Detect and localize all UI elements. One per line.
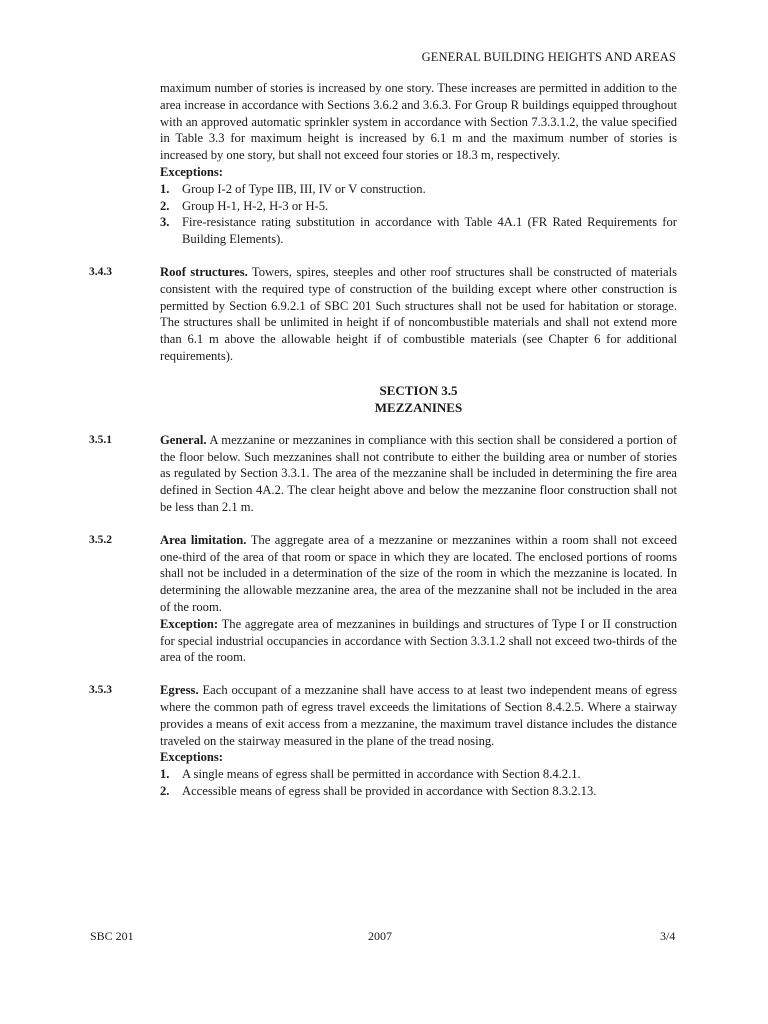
section-title: Roof structures. xyxy=(160,264,248,279)
section-title: General. xyxy=(160,432,207,447)
list-item-text: A single means of egress shall be permitted in accordance with Section 8.4.2.1. xyxy=(182,767,581,782)
exception-text: The aggregate area of mezzanines in buildings and structures of Type I or II construction for special industrial occupancies in accordance with Section 3.3.1.2 shall not exceed two-thirds of the area of the room. xyxy=(160,616,677,665)
list-item-number: 3. xyxy=(160,215,170,230)
list-item xyxy=(160,783,677,800)
section-title: Egress. xyxy=(160,683,199,698)
list-item xyxy=(160,766,677,783)
exception-paragraph xyxy=(160,616,677,666)
intro-paragraph: maximum number of stories is increased by one story. These increases are permitted in addition to the area increase in accordance with Sections 3.6.2 and 3.6.3. For Group R buildings equipped throughout with an approved automatic sprinkler system in accordance with Section 7.3.3.1.2, the value specified in Table 3.3 for maximum height is increased by 6.1 m and the maximum number of stories is increased by one story, but shall not exceed four stories or 18.3 m, respectively. xyxy=(160,81,677,163)
section-3-5-1 xyxy=(89,432,677,516)
section-number: 3.5.2 xyxy=(89,533,112,546)
list-item-text: Group H-1, H-2, H-3 or H-5. xyxy=(182,198,329,213)
list-item-number: 1. xyxy=(160,767,170,782)
section-paragraph xyxy=(160,264,677,365)
section-text: Each occupant of a mezzanine shall have access to at least two independent means of egress where the common path of egress travel exceeds the limitations of Section 8.4.2.5. Where a stairway provides a means of exit access from a mezzanine, the maximum travel distance includes the distance traveled on the stairway measured in the plane of the tread nosing. xyxy=(160,683,677,748)
footer-page-number: 3/4 xyxy=(660,929,676,943)
section-text: A mezzanine or mezzanines in compliance with this section shall be considered a portion of the floor below. Such mezzanines shall not contribute to either the building area or number of stories as regulated by Section 3.3.1. The area of the mezzanine shall be included in determining the fire area defined in Section 4A.2. The clear height above and below the mezzanine floor construction shall not be less than 2.1 m. xyxy=(160,432,677,514)
section-text: The aggregate area of a mezzanine or mezzanines within a room shall not exceed one-third of the area of that room or space in which they are located. The enclosed portions of rooms shall not be included in a determination of the size of the room in which the mezzanine is located. In determining the allowable mezzanine area, the area of the mezzanine shall not be included in the area of the room. xyxy=(160,532,677,614)
section-number: 3.5.3 xyxy=(89,684,112,697)
egress-exceptions-list xyxy=(160,766,677,800)
list-item-number: 2. xyxy=(160,198,170,213)
page-body xyxy=(89,80,677,800)
list-item-text: Fire-resistance rating substitution in accordance with Table 4A.1 (FR Rated Requirements for Building Elements). xyxy=(182,215,677,247)
list-item-number: 1. xyxy=(160,181,170,196)
section-heading xyxy=(160,382,677,416)
section-3-5-3 xyxy=(89,682,677,800)
list-item xyxy=(160,198,677,215)
section-heading-title: MEZZANINES xyxy=(374,399,463,415)
section-paragraph xyxy=(160,532,677,616)
exceptions-label: Exceptions: xyxy=(160,750,223,765)
list-item xyxy=(160,214,677,248)
footer-document-code: SBC 201 xyxy=(90,929,134,943)
list-item-text: Accessible means of egress shall be provided in accordance with Section 8.3.2.13. xyxy=(182,783,597,798)
list-item-text: Group I-2 of Type IIB, III, IV or V construction. xyxy=(182,181,426,196)
section-3-5-2 xyxy=(89,532,677,666)
section-number: 3.4.3 xyxy=(89,265,112,278)
section-heading-number: SECTION 3.5 xyxy=(379,382,458,398)
section-paragraph xyxy=(160,682,677,749)
footer-year: 2007 xyxy=(368,929,392,943)
intro-exceptions-list xyxy=(160,181,677,248)
running-header: GENERAL BUILDING HEIGHTS AND AREAS xyxy=(421,50,676,64)
section-title: Area limitation. xyxy=(160,532,247,547)
list-item xyxy=(160,181,677,198)
list-item-number: 2. xyxy=(160,783,170,798)
exception-label: Exception: xyxy=(160,616,219,631)
section-text: Towers, spires, steeples and other roof structures shall be constructed of materials consistent with the required type of construction of the building except where other construction is permitted by Section 6.9.2.1 of SBC 201 Such structures shall not be used for habitation or storage. The structures shall be unlimited in height if of noncombustible materials and shall not extend more than 6.1 m above the allowable height if of combustible materials (see Chapter 6 for additional requirements). xyxy=(160,264,677,363)
section-number: 3.5.1 xyxy=(89,433,112,446)
exceptions-label: Exceptions: xyxy=(160,164,223,179)
section-3-4-3 xyxy=(89,264,677,365)
section-paragraph xyxy=(160,432,677,516)
